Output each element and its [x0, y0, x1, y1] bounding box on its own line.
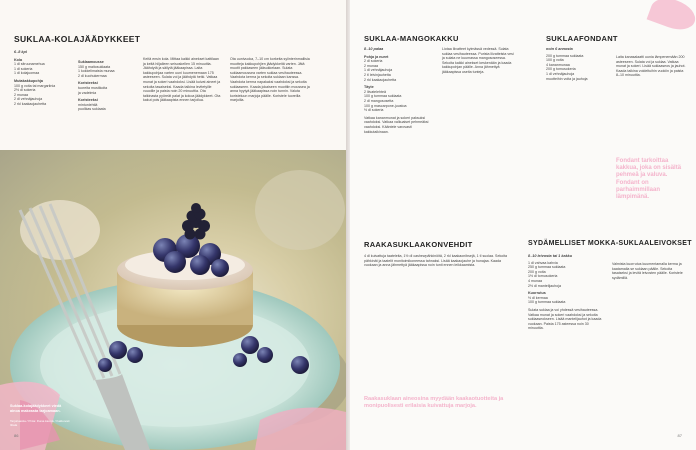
recipe-title-jaadykkeet: SUKLAA-KOLAJÄÄDYKKEET — [14, 34, 141, 44]
subheading: Koristeeksi — [78, 98, 98, 103]
instructions-text: Liotaa liivatteet kylmässä vedessä. Sulata suklaa vesihauteessa. Purista liivatteista vesi ja sulata ne kuumassa mangososeessa. Sekoita kaikki ainekset keskenään ja kaada kakkupohjan päälle. Anna jähmettyä jääkaapissa useita tunteja. — [442, 47, 514, 74]
ingredient: mintunlehtiä — [78, 102, 98, 107]
ingredient: tuoreita mustikoita — [78, 85, 108, 90]
serves-label: 8–10 palaa — [364, 47, 384, 51]
instructions-text: Laita kanasalaatti uunia lämpenemään 200 asteeseen. Sulata voi ja suklaa. Vatkaa munat ja sokeri. Lisää suklaaseos ja jauhot. Kaada taikina voideltuihin vuokiin ja paista 8–10 minuuttia. — [616, 55, 686, 78]
ingredients-column-2 — [78, 57, 134, 112]
subheading: Pohja ja nuret — [364, 54, 389, 59]
page-number-left: 86 — [14, 433, 19, 438]
ingredient: 1 kokkelimaista munaa — [78, 69, 115, 74]
instructions-text: Ota uunivuoka, 7–10 cm korkeita sylinterinmallisia muotteja kakkupohjien jäädykkeitä varten. Jätä muotit pakkaseen jääsukkelaan. Sulata suklaamoussea varten suklaa vesihauteessa. Vaahdota kerma ja sekoita suklaan kanssa. Vaahdota kerma napakaksi vaahdoksi ja sekoita suklaaseen. Kaada jokaiseen muottiin moussea ja anna hyytyä jääkaapissa noin tunnin. Valuta koristeluun marjoja päälle. Koristele tuoreilla marjoilla. — [230, 57, 310, 103]
ingredient: 2 rkl kaakaojauhetta — [364, 77, 397, 82]
subheading: Mutakakkupohja — [14, 78, 43, 83]
mangokakku-ingredients — [364, 47, 434, 134]
konvehdit-tip: Raakasuklaan aineosina myydään kaakaotuotteita ja monipuolisesti erilaisia kuivattuja marjoja. — [364, 396, 504, 409]
ingredient: 2 munaa — [14, 92, 28, 97]
mangokakku-instructions — [442, 47, 517, 75]
subheading: Kuorrutus — [528, 291, 546, 296]
ingredient: ½ dl kermaa — [528, 295, 548, 300]
fondant-tip: Fondant tarkoittaa kakkua, joka on sisältä pehmeä ja valuva. Fondant on parhaimmillaan lämpimänä. — [616, 158, 682, 201]
ingredient: 250 g tummaa suklaata — [528, 265, 566, 270]
ingredients-column-1 — [14, 50, 69, 107]
instructions-text: 4 dl kuivattuja taateleita, 1½ dl cashewpähkinöitä, 2 rkl kaakaonibsejä, 1 tl suolaa. Sekoita pähkinät ja taatelit monitoimikoneessa tahnaksi. Lisää kaakaojauhe ja hunajaa. Kaada vuokaan ja anna jähmettyä jääkaapissa noin tunti ennen leikkaamista. — [364, 254, 508, 268]
ingredient: 100 g voita tai margariinia — [14, 83, 56, 88]
fondant-ingredients — [546, 47, 608, 81]
photo-caption: Suklaa-kolajäädykkeet viedä ainoa makeasta tarjoamaan. — [10, 404, 62, 413]
ingredient: 1 dl kolajuomaa — [14, 71, 40, 76]
page-number-right: 87 — [677, 433, 682, 438]
recipe-title-konvehdit: RAAKASUKLAAKONVEHDIT — [364, 240, 473, 249]
recipe-title-fondant: SUKLAAFONDANT — [546, 34, 618, 43]
serves-label: 8–10 leivosta tai 1 kakku — [528, 254, 573, 258]
ingredient: 100 g voita — [546, 58, 564, 63]
petal-decoration — [647, 0, 696, 35]
ingredient: 1 dl vehnäjauhoja — [546, 71, 575, 76]
leivokset-instructions — [612, 262, 686, 280]
subheading: Koristeeksi — [78, 81, 98, 86]
recipe-title-mangokakku: SUKLAA-MANGOKAKKU — [364, 34, 459, 43]
recipe-title-leivokset: SYDÄMELLISET MOKKA-SUKLAALEIVOKSET — [528, 240, 692, 247]
ingredient: 2½ dl sokeria — [14, 88, 36, 93]
instructions-text: Keitä ensin kola. Mittaa kaikki ainekset kattilaan ja keitä hiljalleen seisoskellen 15 minuuttia. Jäähdytä ja säilytä jääkaapissa. Laita kakkupohjaa varten uuni kuumenemaan 175 asteeseen. Sulata voi ja jäähdytä hetki. Vatkaa munat ja sokeri vaahdoksi. Lisää kuivat aineet ja sekoita tasaiseksi. Kaada taikina levitetyille vuuoille ja paista noin 20 minuuttia. Ota taikinasta pyöreät palat ja kokoa jäädykkeet. Ota kakut pois jääkaapista ennen tarjoilua. — [143, 57, 221, 103]
ingredient: 100 g mascarpone-juustoa — [364, 103, 407, 108]
ingredient: 100 g tummaa suklaata — [364, 94, 402, 99]
ingredient: 2 dl sokeria — [364, 59, 383, 64]
ingredient: 1 dl vahvaa kahvia — [528, 260, 558, 265]
fondant-instructions — [616, 55, 686, 78]
ingredient: 200 g tomusokeria — [546, 67, 576, 72]
instructions-column-1 — [143, 57, 221, 103]
serves-label: noin 6 annosta — [546, 47, 573, 51]
ingredient: 150 g maitosuklaata — [78, 64, 111, 69]
ingredient: 1½ dl tomusokeria — [528, 274, 558, 279]
leivokset-ingredients — [528, 254, 603, 331]
ingredient: 4 kananmunaa — [546, 62, 570, 67]
subheading: Suklaamousse — [78, 60, 104, 64]
ingredient: ½ dl sokeria — [364, 108, 384, 113]
ingredient: 1 dl vehnäjauhoja — [364, 68, 393, 73]
ingredient: muotteihin voita ja jauhoja — [546, 76, 588, 81]
instructions-column-2 — [230, 57, 310, 103]
right-page — [350, 0, 696, 450]
ingredient: 2 dl mangososetta — [364, 98, 394, 103]
photo-credit: Tarjoiluastia / Pinta: Ihana kaunis / Kakkuvati Iittala — [10, 419, 70, 427]
ingredient: 1 dl sokeria — [14, 66, 33, 71]
ingredient: 200 g voita — [528, 269, 546, 274]
left-page — [0, 0, 346, 450]
ingredient: 100 g tummaa suklaata — [528, 300, 566, 305]
konvehdit-text — [364, 254, 514, 268]
ingredient: 2 tl leivinjauhetta — [364, 72, 391, 77]
subheading: Täyte — [364, 85, 374, 90]
ingredient: ja vadelmia — [78, 90, 97, 95]
instructions-text: Vatkaa kananmunat ja sokeri paksuksi vaahdoksi. Vatkaa valkuaiset pehmeäksi vaahdoksi. Kääntele varovasti kakkutaikinaan. — [364, 115, 429, 134]
ingredient: 1 dl sitruunamehua — [14, 62, 45, 67]
ingredient: 2 dl vehnäjauhoja — [14, 97, 43, 102]
ingredient: puolikas suklaata — [78, 107, 106, 112]
instructions-text: Sulata suklaa ja voi yhdessä vesihauteessa. Vatkaa munat ja sokeri vaahdoksi ja sekoita suklaaseokseen. Lisää mantelijauhot ja kaada vuokaan. Paista 175 asteessa noin 30 minuuttia. — [528, 307, 602, 331]
ingredient: 2 rkl kaakaojauhetta — [14, 101, 47, 106]
ingredient: 4 munaa — [528, 278, 542, 283]
subheading: Kola — [14, 57, 22, 62]
ingredient: 2 dl kuohukermaa — [78, 73, 107, 78]
ingredient: 2 liivatelehteä — [364, 89, 386, 94]
ingredient: 200 g tummaa suklaata — [546, 53, 584, 58]
ingredient: 2½ dl mantelijauhoja — [528, 283, 561, 288]
serves-label: 6–8 kpl — [14, 50, 27, 54]
ingredient: 2 munaa — [364, 63, 378, 68]
instructions-text: Valmista kuorrutus kuumentamalla kerma ja kaatamalla se suklaan päälle. Sekoita tasaiseksi ja levitä leivosten päälle. Koristele sydämillä. — [612, 262, 683, 280]
